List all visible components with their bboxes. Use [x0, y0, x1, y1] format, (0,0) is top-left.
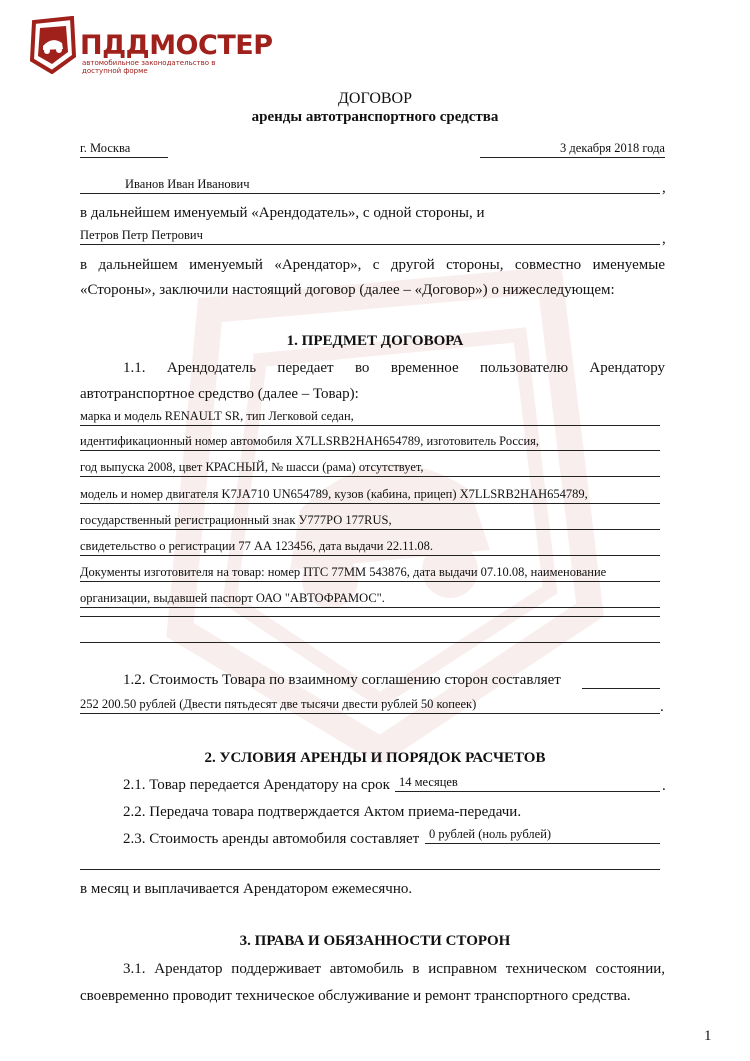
clause-1-1-line1: 1.1. Арендодатель передает во временное пользователю Арендатору — [123, 360, 665, 376]
price-field: 252 200.50 рублей (Двести пятьдесят две тысячи двести рублей 50 копеек) — [80, 696, 660, 714]
city-field: г. Москва — [80, 140, 168, 158]
lessee-clause-line1: в дальнейшем именуемый «Арендатор», с другой стороны, совместно именуемые — [80, 257, 665, 273]
period: . — [662, 778, 666, 794]
rent-field: 0 рублей (ноль рублей) — [425, 826, 660, 844]
rent-continuation-line — [80, 852, 660, 870]
clause-1-2-blank — [582, 671, 660, 689]
clause-1-2-text: 1.2. Стоимость Товара по взаимному соглашению сторон составляет — [123, 672, 561, 688]
period: . — [660, 699, 664, 715]
logo-name: ПДДМОСТЕР — [80, 30, 273, 61]
clause-3-1-line2: своевременно проводит техническое обслуживание и ремонт транспортного средства. — [80, 988, 631, 1004]
section2-heading: 2. УСЛОВИЯ АРЕНДЫ И ПОРЯДОК РАСЧЕТОВ — [204, 750, 546, 766]
document-subtitle: аренды автотранспортного средства — [251, 109, 499, 125]
clause-2-3-tail: в месяц и выплачивается Арендатором ежемесячно. — [80, 881, 413, 897]
comma: , — [662, 180, 666, 196]
comma: , — [662, 231, 666, 247]
lessee-clause-line2: «Стороны», заключили настоящий договор (далее – «Договор») о нижеследующем: — [80, 282, 615, 298]
section3-heading: 3. ПРАВА И ОБЯЗАННОСТИ СТОРОН — [239, 933, 511, 949]
clause-3-1-line1: 3.1. Арендатор поддерживает автомобиль в исправном техническом состоянии, — [123, 961, 665, 977]
page-number: 1 — [704, 1028, 712, 1044]
section1-heading: 1. ПРЕДМЕТ ДОГОВОРА — [286, 333, 464, 349]
clause-2-3-text: 2.3. Стоимость аренды автомобиля составляет — [123, 831, 420, 847]
car-detail-line: идентификационный номер автомобиля X7LLSRB2HAH654789, изготовитель Россия, — [80, 433, 660, 451]
date-field: 3 декабря 2018 года — [480, 140, 665, 158]
car-detail-line: свидетельство о регистрации 77 АА 123456, дата выдачи 22.11.08. — [80, 538, 660, 556]
clause-2-1-text: 2.1. Товар передается Арендатору на срок — [123, 777, 390, 793]
car-detail-line — [80, 616, 660, 617]
car-detail-line — [80, 642, 660, 643]
car-detail-line: организации, выдавшей паспорт ОАО "АВТОФРАМОС". — [80, 590, 660, 608]
watermark-emblem — [150, 250, 610, 770]
logo-emblem-icon — [28, 16, 76, 74]
car-detail-line: Документы изготовителя на товар: номер ПТС 77ММ 543876, дата выдачи 07.10.08, наименование — [80, 564, 660, 582]
car-detail-line: модель и номер двигателя K7JA710 UN654789, кузов (кабина, прицеп) X7LLSRB2HAH654789, — [80, 486, 660, 504]
lessee-name-field: Петров Петр Петрович — [80, 227, 660, 245]
clause-2-2-text: 2.2. Передача товара подтверждается Актом приема-передачи. — [123, 804, 522, 820]
lessor-name-field: Иванов Иван Иванович — [80, 176, 660, 194]
car-detail-line: государственный регистрационный знак У777РО 177RUS, — [80, 512, 660, 530]
clause-1-1-line2: автотранспортное средство (далее – Товар): — [80, 386, 359, 402]
term-field: 14 месяцев — [395, 774, 660, 792]
logo-tagline: автомобильное законодательство в доступной форме — [82, 59, 216, 75]
brand-logo[interactable] — [28, 16, 273, 76]
car-detail-line: марка и модель RENAULT SR, тип Легковой седан, — [80, 408, 660, 426]
car-detail-line: год выпуска 2008, цвет КРАСНЫЙ, № шасси (рама) отсутствует, — [80, 459, 660, 477]
lessor-clause: в дальнейшем именуемый «Арендодатель», с одной стороны, и — [80, 205, 485, 221]
document-title: ДОГОВОР — [338, 90, 412, 107]
